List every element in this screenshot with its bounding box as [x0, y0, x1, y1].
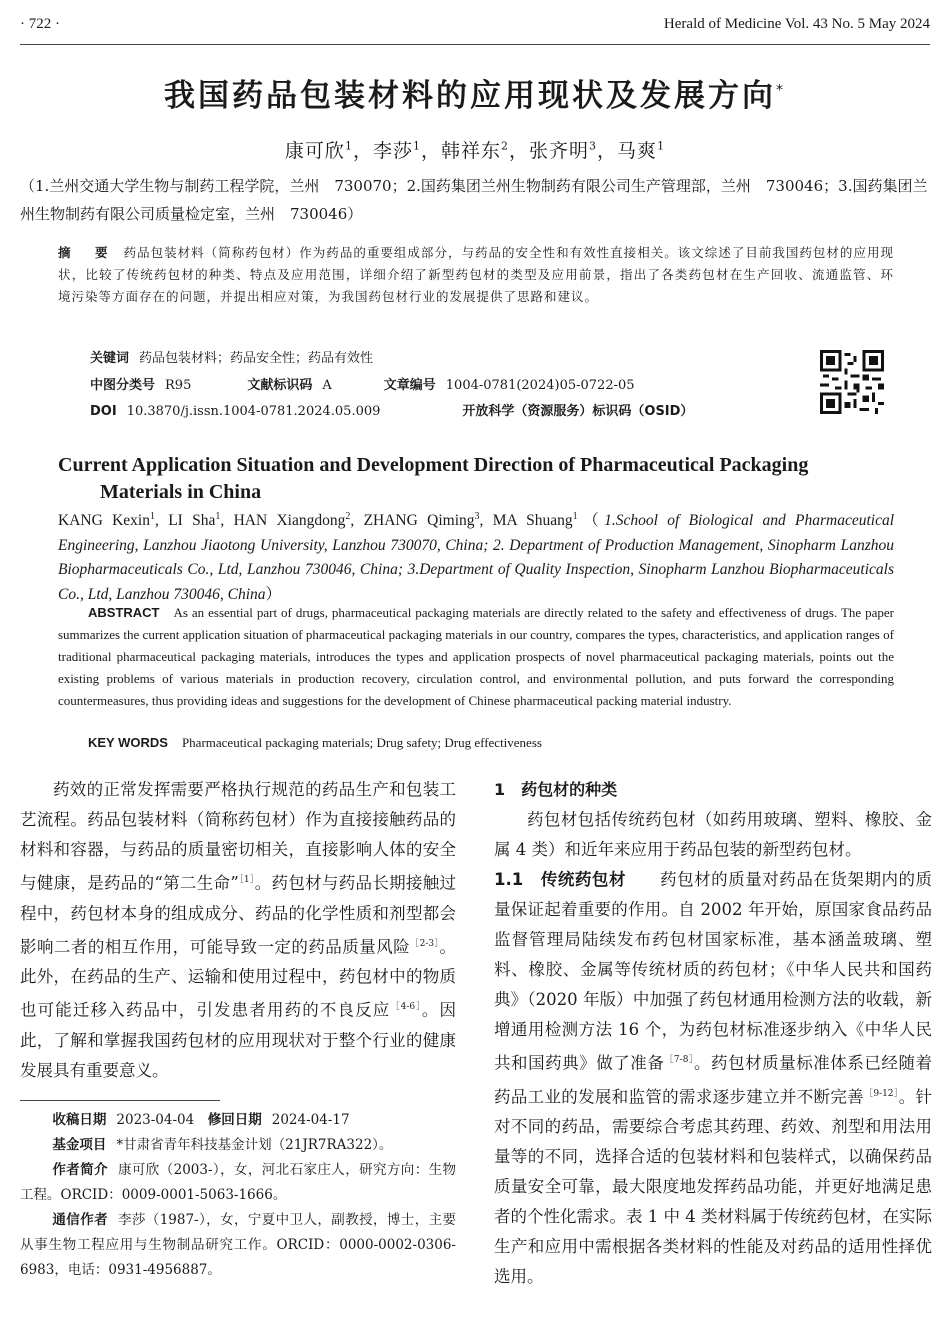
citation[interactable]: ［7-8］: [664, 1055, 694, 1065]
subsection-number: 1.1: [494, 870, 524, 889]
en-author-aff: 1: [149, 511, 155, 522]
footnote-rule: [20, 1100, 220, 1101]
author-name: 康可欣: [284, 140, 345, 162]
author-aff: 1: [344, 139, 353, 153]
body-right-column: [494, 775, 932, 1292]
en-abstract-label: ABSTRACT: [88, 605, 160, 620]
author-name: 韩祥东: [440, 140, 501, 162]
doc-code-label: 文献标识码: [247, 378, 313, 393]
footnotes: [20, 1108, 456, 1283]
article-title: [0, 70, 950, 115]
subsection-paragraph: [494, 865, 932, 1292]
title-footnote-mark: *: [776, 82, 786, 99]
en-keywords-text: Pharmaceutical packaging materials; Drug safety; Drug effectiveness: [181, 735, 542, 750]
en-author-name: ZHANG Qiming: [363, 512, 475, 530]
author-aff: 3: [589, 139, 598, 153]
en-author-aff: 2: [345, 511, 351, 522]
author-name: 马爽: [617, 140, 658, 162]
subsection-text: 药包材的质量对药品在货架期内的质量保证起着重要的作用。自 2002 年开始，原国家食品药品监督管理局陆续发布药包材国家标准，基本涵盖玻璃、塑料、橡胶、金属等传统材质的药包材；《中华人民共和国药典》（2020 年版）中加强了药包材通用检测方法的收载，新增通用检测方法 16 个，为药包材标准逐步纳入《中华人民共和国药典》做了准备: [494, 870, 933, 1073]
page-number: · 722 ·: [20, 16, 60, 32]
doi-label: DOI: [90, 404, 117, 419]
author-list: 康可欣$^1$，李莎$^1$，韩祥东$^2$，张齐明$^3$，马爽$^1$: [284, 139, 666, 162]
revised-date: 2024-04-17: [271, 1112, 350, 1128]
doi-value[interactable]: 10.3870/j.issn.1004-0781.2024.05.009: [126, 404, 381, 419]
english-affiliation: 1.School of Biological and Pharmaceutical Engineering, Lanzhou Jiaotong University, Lanzhou 730070, China; 2. Department of Production Management, Sinopharm Lanzhou Biopharmaceuticals Co., Ltd, Lanzhou 730046, China; 3.Department of Quality Inspection, Sinopharm Lanzhou Biopharmaceuticals Co., Ltd, Lanzhou 730046, China: [58, 512, 895, 603]
doc-code-value: A: [322, 378, 332, 393]
english-keywords: [58, 735, 542, 751]
author-aff: 2: [501, 139, 509, 153]
received-label: 收稿日期: [52, 1112, 107, 1128]
subsection-title: 传统药包材: [540, 870, 626, 889]
en-author-name: KANG Kexin: [58, 512, 150, 530]
intro-paragraph: [20, 775, 456, 1086]
section-paragraph: 药包材包括传统药包材（如药用玻璃、塑料、橡胶、金属 4 类）和近年来应用于药品包装的新型药包材。: [494, 810, 932, 859]
fund-label: 基金项目: [52, 1137, 107, 1153]
author-aff: 1: [412, 139, 421, 153]
chinese-abstract: [58, 242, 894, 308]
title-text: 我国药品包装材料的应用现状及发展方向: [164, 78, 776, 114]
english-title-line2: Materials in China: [100, 481, 262, 503]
abstract-text: 药品包装材料（简称药包材）作为药品的重要组成部分，与药品的安全性和有效性直接相关。该文综述了目前我国药包材的应用现状，比较了传统药包材的种类、特点及应用范围，详细介绍了新型药包材的类型及应用前景，指出了各类药包材在生产回收、流通监管、环境污染等方面存在的问题，并提出相应对策，为我国药包材行业的发展提供了思路和建议。: [58, 245, 894, 304]
affiliation: （1.兰州交通大学生物与制药工程学院，兰州 730070；2.国药集团兰州生物制药有限公司生产管理部，兰州 730046；3.国药集团兰州生物制药有限公司质量检定室，兰州 730046）: [20, 177, 928, 223]
dates-note: [20, 1108, 456, 1133]
english-abstract: [58, 602, 894, 712]
citation[interactable]: ［2-3］: [410, 938, 440, 949]
citation[interactable]: ［9-12］: [864, 1088, 899, 1099]
intro-text: 药效的正常发挥需要严格执行规范的药品生产和包装工艺流程。药品包装材料（简称药包材）作为直接接触药品的材料和容器，与药品的质量密切相关，直接影响人体的安全与健康，是药品的“第二生命”: [20, 780, 456, 893]
corresponding-note: [20, 1208, 456, 1283]
en-author-name: HAN Xiangdong: [233, 512, 346, 530]
header-rule: [20, 44, 930, 45]
english-authors: KANG Kexin$^1$, LI Sha$^1$, HAN Xiangdong$^2$, ZHANG Qiming$^3$, MA Shuang$^1$（1.School of Biological and Pharmaceutical Engineering, Lanzhou Jiaotong University, Lanzhou 730070, China; 2. Department of Production Management, Sinopharm Lanzhou Biopharmaceuticals Co., Ltd, Lanzhou 730046, China; 3.Department of Quality Inspection, Sinopharm Lanzhou Biopharmaceuticals Co., Ltd, Lanzhou 730046, China）: [58, 511, 895, 603]
author-name: 李莎: [372, 140, 413, 162]
keywords-text: 药品包装材料；药品安全性；药品有效性: [139, 351, 374, 366]
corr-label: 通信作者: [52, 1212, 108, 1228]
fund-value: *甘肃省青年科技基金计划（21JR7RA322）。: [116, 1137, 393, 1153]
intro-text: 。药包材与药品长期接触过程中，药包材本身的组成成分、药品的化学性质和剂型都会影响二者的相互作用，可能导致一定的药品质量风险: [20, 873, 457, 956]
en-author-name: MA Shuang: [492, 512, 573, 530]
english-title-line1: Current Application Situation and Development Direction of Pharmaceutical Packaging: [58, 454, 809, 476]
citation[interactable]: ［4-6］: [390, 1002, 422, 1012]
citation[interactable]: ［1］: [238, 875, 255, 885]
section-title: 药包材的种类: [521, 780, 618, 799]
clc-value: R95: [165, 378, 192, 393]
en-author-aff: 3: [474, 511, 480, 522]
english-title: [58, 452, 908, 506]
keywords-label: 关键词: [90, 351, 130, 366]
en-author-aff: 1: [215, 511, 221, 522]
osid-label: 开放科学（资源服务）标识码（OSID）: [462, 404, 694, 419]
section-number: 1: [494, 780, 506, 799]
en-keywords-label: KEY WORDS: [88, 735, 168, 750]
doi-line: [90, 400, 693, 419]
en-author-name: LI Sha: [168, 512, 216, 530]
en-abstract-text: As an essential part of drugs, pharmaceutical packaging materials are directly related to the safety and effectiveness of drugs. The paper summarizes the current application situation of pharmaceutical packaging materials in our country, compares the types, characteristics, and application ranges of traditional pharmaceutical packaging materials, introduces the types and application prospects of novel pharmaceutical packaging materials, points out the existing problems of various materials in production recovery, circulation control, and environmental pollution, and puts forward the corresponding countermeasures, thus providing ideas and suggestions for the development of Chinese pharmaceutical packing material industry.: [58, 605, 894, 708]
body-left-column: [20, 775, 456, 1086]
clc-label: 中图分类号: [90, 378, 156, 393]
author-aff: 1: [657, 139, 666, 153]
intro-text: 。此外，在药品的生产、运输和使用过程中，药包材中的物质也可能迁移入药品中，引发患者用药的不良反应: [20, 937, 457, 1020]
author-bio-note: [20, 1158, 456, 1208]
journal-header: Herald of Medicine Vol. 43 No. 5 May 2024: [663, 16, 930, 32]
intro-text: 。因此，了解和掌握我国药包材的应用现状对于整个行业的健康发展具有重要意义。: [20, 1000, 457, 1080]
osid-qr-code-icon[interactable]: [820, 350, 884, 414]
classification-line: [90, 374, 635, 393]
author-name: 张齐明: [529, 140, 590, 162]
article-number-label: 文章编号: [383, 378, 436, 393]
en-author-aff: 1: [572, 511, 578, 522]
fund-note: [20, 1133, 456, 1158]
bio-label: 作者简介: [52, 1162, 108, 1178]
abstract-label: 摘 要: [58, 245, 114, 260]
revised-label: 修回日期: [207, 1112, 262, 1128]
bio-value: 康可欣（2003-），女，河北石家庄人，研究方向：生物工程。ORCID：0009-0001-5063-1666。: [20, 1162, 456, 1203]
keywords-line: [90, 347, 373, 366]
received-date: 2023-04-04: [116, 1112, 195, 1128]
subsection-text: 。针对不同的药品，需要综合考虑其药理、药效、剂型和用法用量等的不同，选择合适的包装材料和包装样式，以确保药品质量安全可靠，最大限度地发挥药品功能，并更好地满足患者的个性化需求。表 1 中 4 类材料属于传统药包材，在实际生产和应用中需根据各类材料的性能及对药品的适用性择优选用。: [494, 1087, 933, 1286]
corr-value: 李莎（1987-），女，宁夏中卫人，副教授，博士，主要从事生物工程应用与生物制品研究工作。ORCID：0000-0002-0306-6983，电话：0931-4956887。: [20, 1212, 456, 1278]
section-heading: [494, 775, 932, 805]
article-number-value: 1004-0781(2024)05-0722-05: [445, 378, 635, 393]
subsection-text: 。药包材质量标准体系已经随着药品工业的发展和监管的需求逐步建立并不断完善: [494, 1053, 933, 1106]
